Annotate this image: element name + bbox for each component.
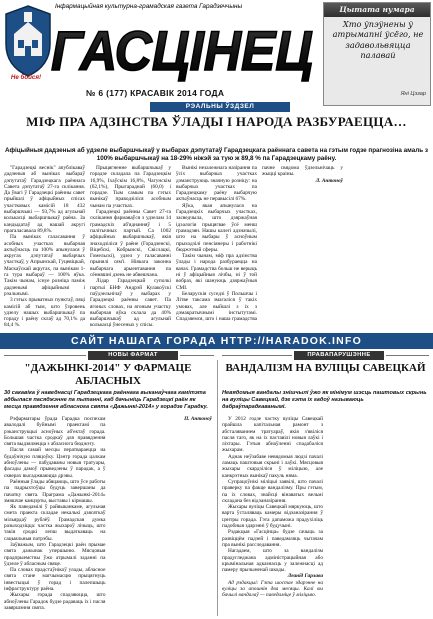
paragraph: Жыхары вуліцы Савецкай мяркуюць, што варта ўсталяваць камеры відэаназірання ў цэнтры горада. Гэта дапаможа прадухіліць падобныя здарэнні ў будучыні. [222, 504, 323, 530]
paragraph: Рэдакцыя «Гасцінца» будзе сачыць за развіццём падзей і паведамляць чытачам пра вынікі расследавання. [222, 529, 323, 548]
right-article-dek: Невядомыя вандалы знішчылі ўжо як мінімум шэсць паштовых скрынь на вуліцы Савецкай, дзе гэта іх гадоў называюць дабраўпарадкаванымі. [222, 390, 427, 410]
paragraph: Вынікі незалежнага назірання па ўсіх выбарчых участках дэманструюць значную розніцу: на выбарчых участках па Гарадзецкаму раёну выбарчую актыўнасць не перавысілі 67%. [176, 165, 257, 203]
lead-article-dek: Афіцыйныя дадзеныя аб удзеле выбаршчыкаў у выбарах дэпутатаў Гарадзецкага раённага савета на гэтым годзе прагнозіна амаль з 100% выбаршчыкаў на 18-29% ніжэй за тую ж 89,8 % па Гарадзецкаму раёну. [4, 147, 429, 162]
newspaper-logo [45, 12, 320, 84]
site-link-banner[interactable]: САЙТ НАШАГА ГОРАДА HTTP://HARADOK.INFO [0, 333, 433, 349]
left-article-title: "ДАЖЫНКІ-2014" У ФАРМАЦЕ АБЛАСНЫХ [24, 362, 192, 387]
newspaper-subtitle: Інфармацыйная культурна-грамадская газета Гарадзеччыны [55, 3, 243, 10]
section-label-offense: ПРАВАПАРУШЭННЕ [294, 351, 384, 360]
paragraph: Яўка, якая апынулася на Гарадзецкіх выбарчых участках, засведчыла, што дзяржаўная ідэалогія прыцягвае ўсё менш грамадзян. Нашы калегі адзначылі, што на выбары ў асноўным прыходзілі пенсіянеры і работнікі бюджэтнай сферы. [176, 202, 257, 253]
section-rule [222, 355, 292, 356]
left-article-dek: 30 сакавіка ў наведнасці Гарадзецкага раённага выканаўчага камітэта адбылася пасяджэнне па пытанні, каб дачыніць Гарадзецкі раён як месца правядзення абласнога свята «Дажынкі-2014» у горадзе Гарадку. [4, 390, 208, 410]
paragraph: 3 гэтых прыватных пунктаў, пяці камісій аб тым, што ўзровень удзелу нашых выбаршчыкаў па гораду і раёну склаў ад 70,1% да 84,4 %. [4, 297, 85, 329]
paragraph: Рэфарматары ўрада Гарадка поспехам авалодалі буйнымі праектамі па рэканструкцыі асноўных аб'ектаў горада. Большая частка сродкаў для правядзення свята выдзяляецца з абласнога бюджэту. [4, 416, 106, 448]
section-rule [180, 355, 214, 356]
lead-article-signature: Л. Антоноў [315, 177, 343, 184]
svg-text:ГАСЦІНЕЦ: ГАСЦІНЕЦ [51, 19, 313, 82]
paragraph: Аднак неўзабаве невядомыя людзі пачалі ламаць паштовыя скрыні і лаўкі. Мясцовыя жыхары скардзіліся ў міліцыю, але канкрэтных вынікаў пакуль няма. [222, 453, 323, 479]
paragraph: Супрацоўнікі міліцыі заявілі, што пачалі праверку па факце вандалізму. Пры гэтым, па іх словах, знайсці вінаватых вельмі складана без відэаназірання. [222, 478, 323, 504]
paragraph: Гарадзецкі раённы Савет 27-га склікання фармаваўся з удзелам 14 грамадскіх аб'яднанняў і 5 палітычных партый. Са 1002 афіцыйных выбаршчыкаў, якія знаходзіліся ў раёне (Горадзенскі, Віцебскі, Кобрынскі, Свіслацкі, Гомельскі), удзел у галасаванні прынялі сям'і. Ніякага законна выбарчага арыентавання па сённяшні дзень не абвешчана. [90, 209, 171, 279]
paragraph: Пасля самай месцы ператвараецца на будаўнічую пляцоўку. Цэнтр горада цалкам абноўлены — пабудаваны новыя тратуары, фасады дамоў прыведзены ў парадак, а ў скверах высаджваюцца дрэвы. [4, 447, 106, 479]
section-rule [386, 355, 429, 356]
emblem-slogan: Не бойся! [10, 74, 42, 81]
quote-of-issue [323, 2, 431, 106]
section-rule [4, 355, 86, 356]
paragraph: Жыхары горада спадзяюцца, што абноўлены Гарадок будзе радаваць іх і пасля завяршэння свята. [4, 592, 106, 611]
issue-number: № 6 (177) КРАСАВІК 2014 ГОДА [86, 88, 225, 98]
paragraph: Заўважым, што Гарадзецкі раён прымае свята дажынак упершыню. Мясцовыя прадпрыемствы ўжо атрымалі заданні па ўдзеле ў абласным свяце. [4, 541, 106, 567]
column-divider [217, 360, 218, 616]
paragraph: Па словах прадстаўнікоў улады, абласное свята стане магчымасцю прыцягнуць інвестыцыі ў горад і палепшыць інфраструктуру раёна. [4, 567, 106, 593]
quote-heading: Цытата нумара [324, 3, 430, 17]
paragraph: Такім чынам, міф пра адзінства ўлады і народа разбураецца на вачах. Грамадства больш не верыць ні ў афіцыйныя лічбы, ні ў той вобраз, які шануюць дзяржаўныя СМІ. [176, 253, 257, 291]
lead-article-body [4, 165, 429, 331]
quote-author: Яні Цэзар [400, 91, 426, 97]
paragraph: Прыцягненне выбаршчыкаў у горадзе складала па Гарадзецкім 16,9%, Іхаўскім 16,8%, Чагунскім (62,1%), Прыгараднай (60,0) і горадзе. Тым самым па гэтых вынікаў праводзіліся асобным чынам па участках. [90, 165, 171, 209]
paragraph: "Гарадзецкі веснік" апублікаваў дадзеныя аб выніках выбараў дэпутатаў Гарадзецкага раённага Савета дэпутатаў 27-га склікання. Да ўвагі ў Гарадзецкі раённы савет прыйшлі ў афіцыйных спісах участковых камісій 18 432 выбаршчыкі — 93,7% ад агульнай колькасці выбаршчыкаў раёна. За кандыдатаў ад нашай акругі прагаласавала 89,8%. [4, 165, 85, 234]
paragraph: Лідар Гарадзецкай суполкі партыі БНФ Андрэй Кулакоўскі паўдзельнічаў у выбарах у Гарадзецкі раённы савет. Па ягоных словах, на ягоным участку выбарчая яўка склала да 40% выбаршчыкаў ад агульнай колькасці ўнесеных у спісы. [90, 278, 171, 329]
paragraph: Па выніках галасавання ў асобных участках выбарчая актыўнасць па 100% апынулася ў акругах дэпутатаў выбарчых участкаў, у Апрынскай, Гуцевіцкай, Маскаўскай акругах, па вынікам 1-га тура выбараў — 100% яўка. Такім чынам, існуе розніца паміж дадзенымі афіцыйнымі і рэальнымі. [4, 234, 85, 297]
section-label-new-format: НОВЫ ФАРМАТ [88, 351, 178, 360]
region-label: РЭАЛЬНЫ ЎЗДЗЕЛ [150, 102, 290, 112]
right-article-title: ВАНДАЛІЗМ НА ВУЛІЦЫ САВЕЦКАЙ [225, 362, 426, 374]
quote-text: Хто ўпэўнены ў атрымanні ўсёго, не задавольвяцца палавай [332, 19, 424, 61]
left-article-body [4, 416, 212, 616]
paragraph: Як паведамілі ў райвыканкаме, агульная смета праекта складае некалькі дзясяткаў мільярдаў рублёў. Грамадская думка разыходзіцца: частка жыхароў лічыць, што такія сродкі лепш выдаткаваць на сацыяльныя патрэбы. [4, 504, 106, 542]
paragraph: Раённыя ўлады абяцаюць, што ўсе работы па падрыхтоўцы будуць завершаны да пачатку свята. Праграма «Дажынкі-2014» змяшчае канцэрты, выставы і кірмашы. [4, 478, 106, 504]
lead-article-title: МІФ ПРА АДЗІНСТВА ЎЛАДЫ І НАРОДА РАЗБУРАЕЦЦА… [26, 114, 407, 129]
right-article-signature: Леанід Гарлава [287, 573, 323, 580]
paragraph: У 2012 годзе частку вуліцы Савецкай прайшла капітальная рамонт з абсталяваннем тратуараў, якія з'явіліся пасля таго, як на іх паставілі новыя лаўкі і ліхтары. Гэтыя абнаўленні спадабаліся жыхарам. [222, 416, 323, 454]
left-article-signature: П. Антоноў [184, 416, 212, 422]
masthead [0, 0, 433, 110]
paragraph: Беларускія суседзі ў Польшчы і Літве таксама змагаліся ў такіх умовах, але выйшлі з іх з дэмакратычнымі інстытутамі. Спадзяемся, што і наша грамадства пачне свядома ўдзельнічаць у жыцці краіны. [176, 165, 343, 323]
editorial-note: Ад рэдакцыі: Гэта шостае здарэнне на вуліцы за апошнія два месяцы. Калі вы бачылі вандалаў — паведаміце ў міліцыю. [222, 579, 323, 599]
right-article-body [222, 416, 429, 616]
paragraph: Нагадаем, што за вандалізм прадугледжана адміністрацыйная або крымінальная адказнасць у залежнасці ад памеру прычыненай шкоды. [222, 548, 323, 574]
